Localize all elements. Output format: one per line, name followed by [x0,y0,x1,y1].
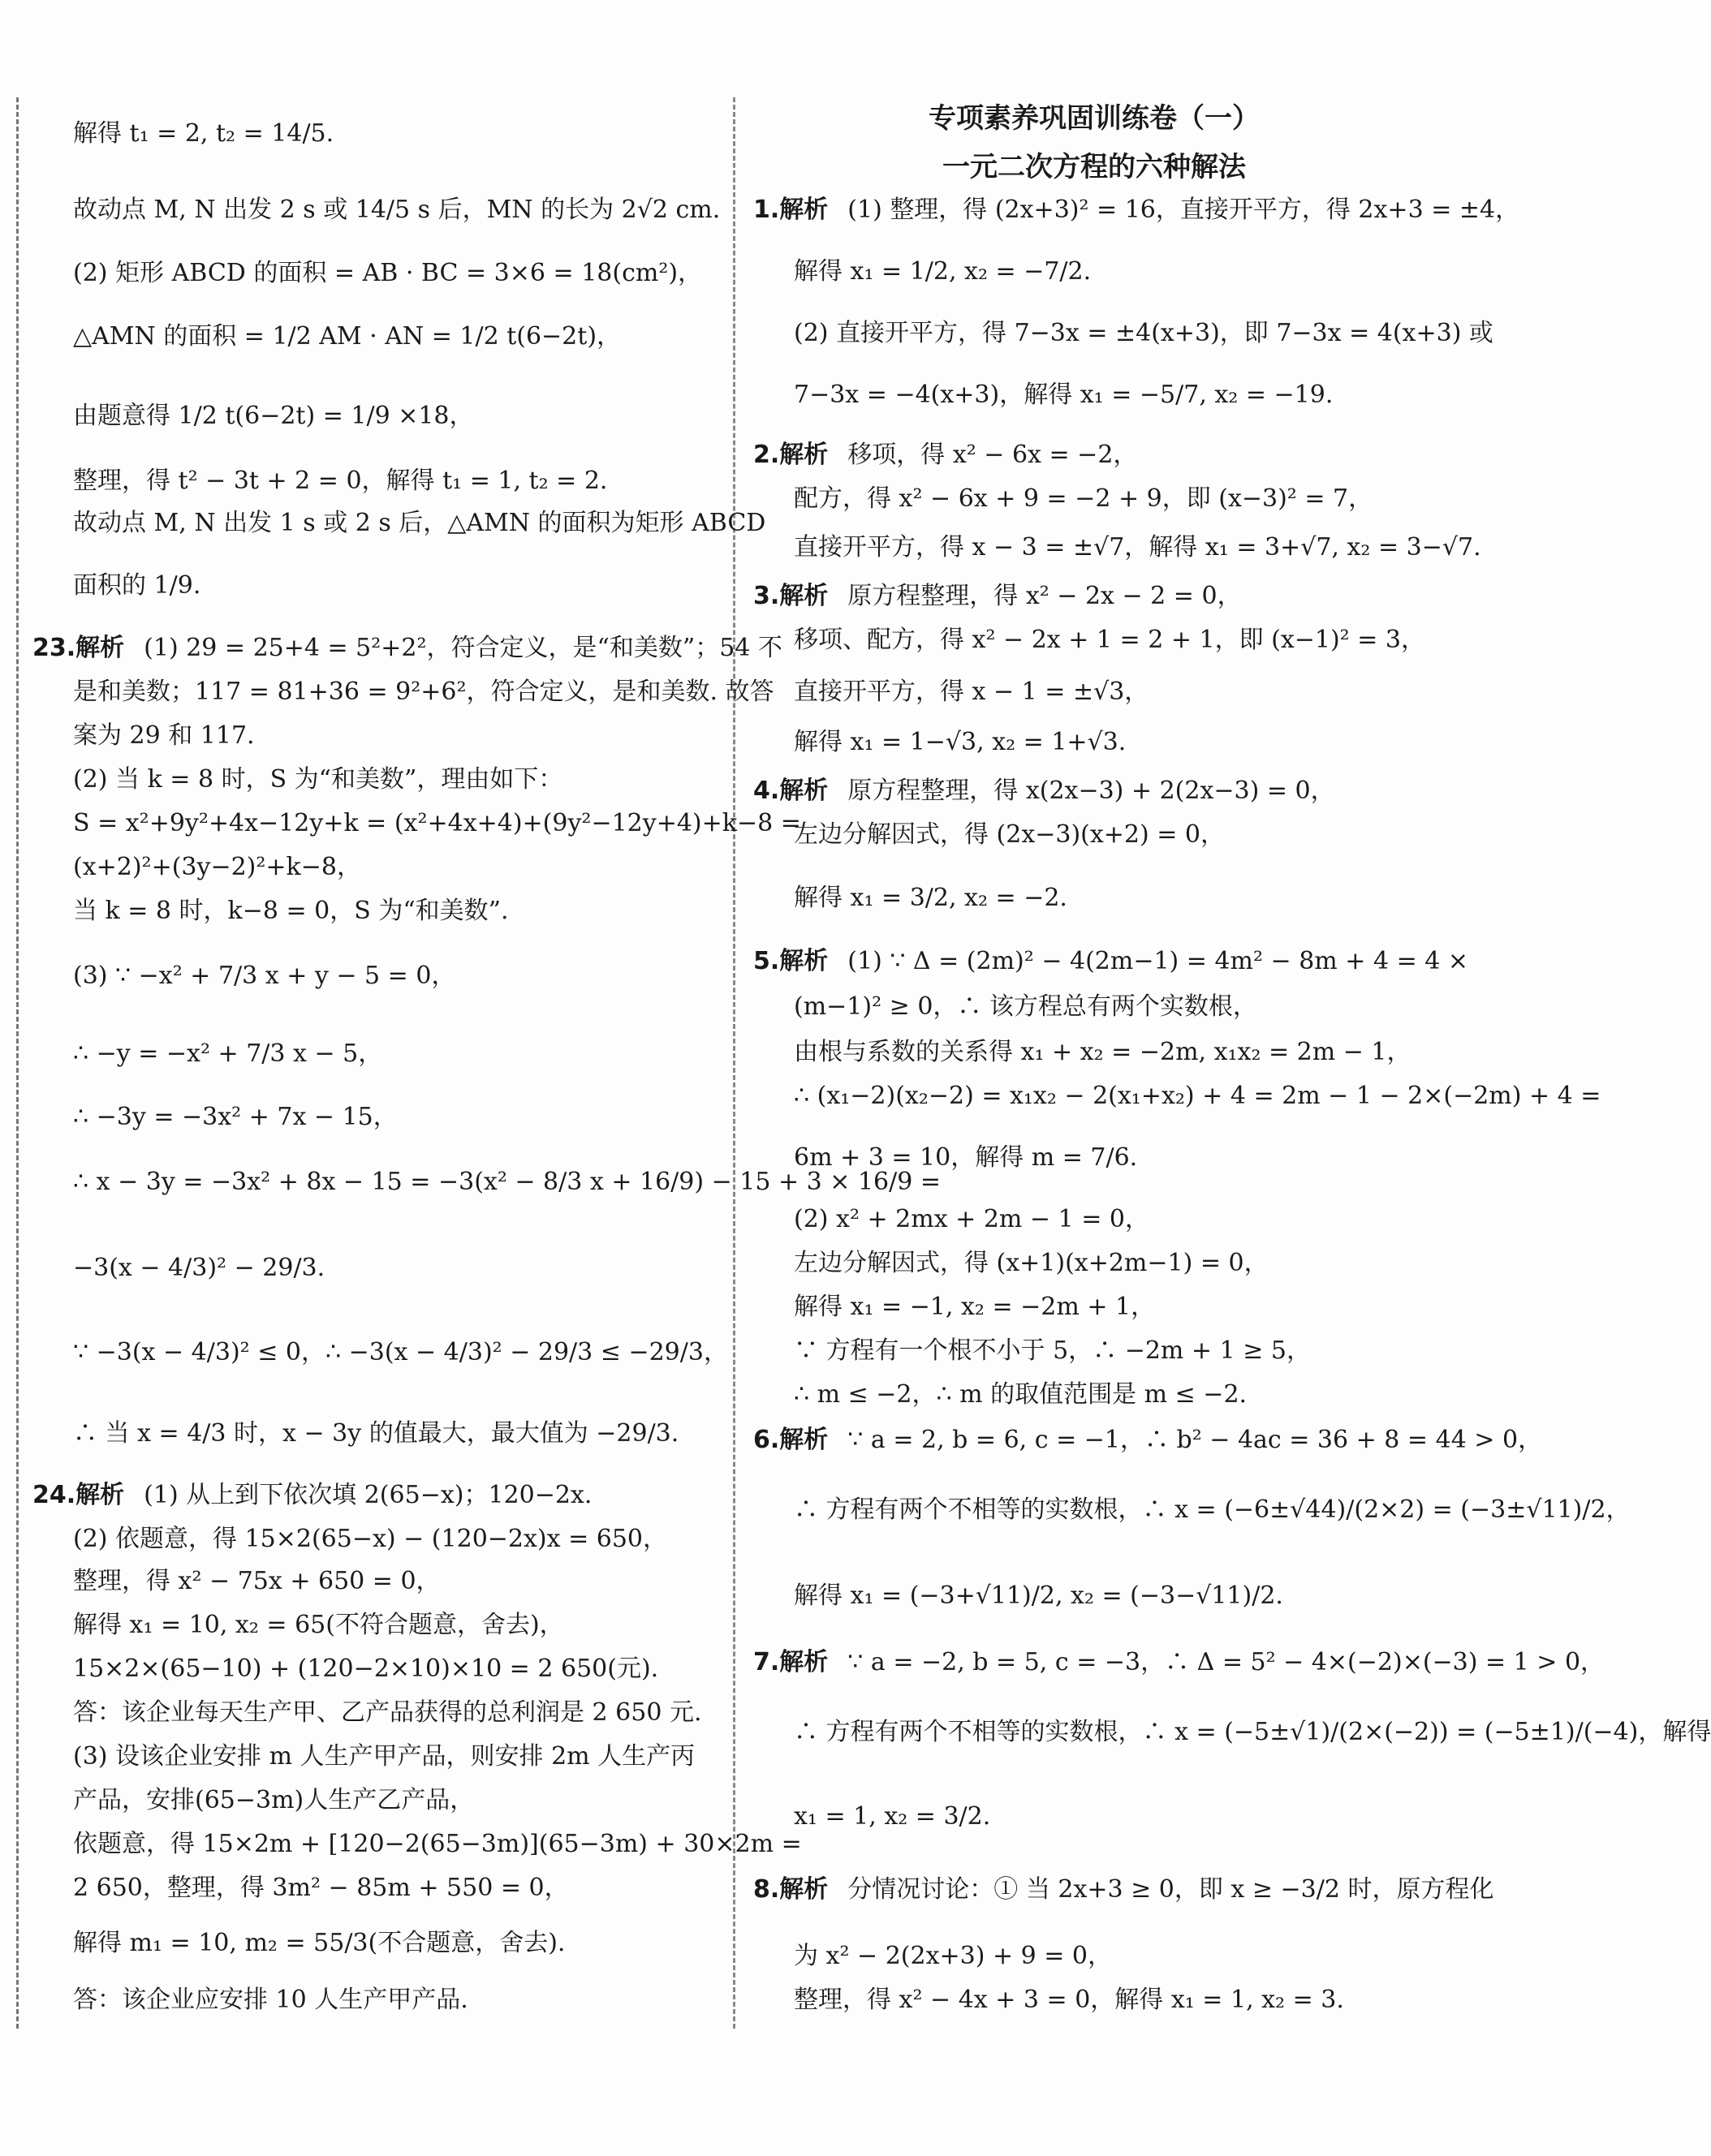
right-line: 左边分解因式，得 (x+1)(x+2m−1) = 0， [794,1249,1269,1277]
left-line: ∴ 当 x = 4/3 时，x − 3y 的值最大，最大值为 −29/3. [73,1419,679,1448]
left-line: △AMN 的面积 = 1/2 AM · AN = 1/2 t(6−2t)， [73,322,622,351]
section-subtitle: 一元二次方程的六种解法 [942,151,1246,183]
question-number: 8. [753,1875,780,1904]
analysis-tag: 解析 [779,1648,829,1676]
right-line: ∴ 方程有两个不相等的实数根，∴ x = (−5±√1)/(2×(−2)) = (−5±1)/(−4)，解得 [794,1718,1711,1746]
left-line: 案为 29 和 117. [73,721,255,750]
question-number: 5. [753,947,780,975]
left-line: (2) 矩形 ABCD 的面积 = AB · BC = 3×6 = 18(cm²)， [73,259,703,287]
left-line: (3) 设该企业安排 m 人生产甲产品，则安排 2m 人生产丙 [73,1742,696,1771]
question-8-line: 8.解析 分情况讨论：① 当 2x+3 ≥ 0，即 x ≥ −3/2 时，原方程化 [753,1875,1494,1904]
right-line: 为 x² − 2(2x+3) + 9 = 0， [794,1942,1113,1970]
analysis-tag: 解析 [779,777,829,805]
analysis-tag: 解析 [779,441,829,469]
right-line: 整理，得 x² − 4x + 3 = 0，解得 x₁ = 1, x₂ = 3. [794,1986,1344,2014]
right-line: 解得 x₁ = 1−√3, x₂ = 1+√3. [794,728,1127,756]
right-line: (m−1)² ≥ 0，∴ 该方程总有两个实数根， [794,992,1257,1021]
left-binding-line [16,97,19,2029]
left-line: ∵ −3(x − 4/3)² ≤ 0，∴ −3(x − 4/3)² − 29/3 ≤ −29/3， [73,1338,728,1366]
right-line: ∴ m ≤ −2，∴ m 的取值范围是 m ≤ −2. [794,1380,1248,1409]
question-7-line: 7.解析 ∵ a = −2, b = 5, c = −3，∴ Δ = 5² − 4×(−2)×(−3) = 1 > 0， [753,1648,1605,1676]
question-24-line: 24.解析 (1) 从上到下依次填 2(65−x)；120−2x. [32,1481,593,1509]
left-line: 故动点 M, N 出发 2 s 或 14/5 s 后，MN 的长为 2√2 cm. [73,196,721,224]
question-number: 24. [32,1481,76,1509]
left-line: 产品，安排(65−3m)人生产乙产品， [73,1786,475,1814]
right-line: 移项、配方，得 x² − 2x + 1 = 2 + 1，即 (x−1)² = 3， [794,626,1425,654]
analysis-tag: 解析 [779,582,829,610]
right-line: ∵ 方程有一个根不小于 5，∴ −2m + 1 ≥ 5， [794,1336,1311,1365]
left-line: ∴ x − 3y = −3x² + 8x − 15 = −3(x² − 8/3 x + 16/9) − 15 + 3 × 16/9 = [73,1168,941,1196]
left-line: 由题意得 1/2 t(6−2t) = 1/9 ×18， [73,402,474,430]
question-number: 2. [753,441,780,469]
left-line: ∴ −3y = −3x² + 7x − 15， [73,1103,398,1131]
question-6-line: 6.解析 ∵ a = 2, b = 6, c = −1，∴ b² − 4ac = 36 + 8 = 44 > 0， [753,1426,1543,1454]
right-line: x₁ = 1, x₂ = 3/2. [794,1802,991,1831]
question-number: 7. [753,1648,780,1676]
left-line: ∴ −y = −x² + 7/3 x − 5， [73,1039,383,1068]
left-line: 故动点 M, N 出发 1 s 或 2 s 后，△AMN 的面积为矩形 ABCD [73,509,766,537]
section-title: 专项素养巩固训练卷（一） [929,102,1260,135]
left-line: 答：该企业应安排 10 人生产甲产品. [73,1986,468,2014]
analysis-tag: 解析 [75,634,125,662]
right-line: 配方，得 x² − 6x + 9 = −2 + 9，即 (x−3)² = 7， [794,484,1373,513]
question-2-line: 2.解析 移项，得 x² − 6x = −2， [753,441,1138,469]
left-line: (x+2)²+(3y−2)²+k−8， [73,853,361,881]
analysis-tag: 解析 [779,196,829,224]
left-line: 2 650，整理，得 3m² − 85m + 550 = 0， [73,1874,569,1902]
question-4-line: 4.解析 原方程整理，得 x(2x−3) + 2(2x−3) = 0， [753,777,1335,805]
left-line: 面积的 1/9. [73,571,201,600]
analysis-tag: 解析 [779,1875,829,1904]
question-3-line: 3.解析 原方程整理，得 x² − 2x − 2 = 0， [753,582,1242,610]
analysis-tag: 解析 [75,1481,125,1509]
left-line: 解得 x₁ = 10, x₂ = 65(不符合题意，舍去)， [73,1611,564,1639]
left-line: 整理，得 x² − 75x + 650 = 0， [73,1567,441,1595]
right-line: 解得 x₁ = −1, x₂ = −2m + 1， [794,1293,1156,1321]
right-line: 6m + 3 = 10，解得 m = 7/6. [794,1143,1138,1172]
right-line: 解得 x₁ = 1/2, x₂ = −7/2. [794,257,1092,286]
right-line: 解得 x₁ = 3/2, x₂ = −2. [794,884,1067,912]
left-line: 是和美数；117 = 81+36 = 9²+6²，符合定义，是和美数. 故答 [73,678,774,706]
question-number: 4. [753,777,780,805]
left-line: 整理，得 t² − 3t + 2 = 0，解得 t₁ = 1, t₂ = 2. [73,467,608,495]
column-divider [733,97,735,2029]
left-line: 15×2×(65−10) + (120−2×10)×10 = 2 650(元). [73,1655,659,1683]
left-line: (2) 当 k = 8 时，S 为“和美数”，理由如下： [73,765,563,794]
right-line: (2) x² + 2mx + 2m − 1 = 0， [794,1205,1149,1233]
left-line: S = x²+9y²+4x−12y+k = (x²+4x+4)+(9y²−12y+4)+k−8 = [73,809,801,837]
question-1-line: 1.解析 (1) 整理，得 (2x+3)² = 16，直接开平方，得 2x+3 = ±4， [753,196,1520,224]
right-line: 直接开平方，得 x − 3 = ±√7，解得 x₁ = 3+√7, x₂ = 3−√7. [794,533,1481,562]
left-line: −3(x − 4/3)² − 29/3. [73,1254,325,1282]
left-line: (2) 依题意，得 15×2(65−x) − (120−2x)x = 650， [73,1525,668,1553]
question-5-line: 5.解析 (1) ∵ Δ = (2m)² − 4(2m−1) = 4m² − 8m + 4 = 4 × [753,947,1469,975]
right-line: 7−3x = −4(x+3)，解得 x₁ = −5/7, x₂ = −19. [794,381,1334,409]
left-line: 当 k = 8 时，k−8 = 0，S 为“和美数”. [73,897,509,925]
right-line: ∴ (x₁−2)(x₂−2) = x₁x₂ − 2(x₁+x₂) + 4 = 2m − 1 − 2×(−2m) + 4 = [794,1082,1601,1110]
question-number: 3. [753,582,780,610]
right-line: 解得 x₁ = (−3+√11)/2, x₂ = (−3−√11)/2. [794,1581,1283,1610]
left-line: 解得 m₁ = 10, m₂ = 55/3(不合题意，舍去). [73,1929,566,1957]
question-23-line: 23.解析 (1) 29 = 25+4 = 5²+2²，符合定义，是“和美数”；54 不 [32,634,782,662]
right-line: (2) 直接开平方，得 7−3x = ±4(x+3)，即 7−3x = 4(x+3) 或 [794,319,1493,347]
right-line: 直接开平方，得 x − 1 = ±√3， [794,678,1149,706]
analysis-tag: 解析 [779,1426,829,1454]
question-number: 23. [32,634,76,662]
right-line: 左边分解因式，得 (2x−3)(x+2) = 0， [794,820,1226,849]
left-line: 答：该企业每天生产甲、乙产品获得的总利润是 2 650 元. [73,1698,702,1727]
question-number: 1. [753,196,780,224]
left-line: 依题意，得 15×2m + [120−2(65−3m)](65−3m) + 30×2m = [73,1830,802,1858]
right-line: ∴ 方程有两个不相等的实数根，∴ x = (−6±√44)/(2×2) = (−3±√11)/2， [794,1495,1631,1524]
left-line: (3) ∵ −x² + 7/3 x + y − 5 = 0， [73,962,456,990]
right-line: 由根与系数的关系得 x₁ + x₂ = −2m, x₁x₂ = 2m − 1， [794,1038,1411,1066]
question-number: 6. [753,1426,780,1454]
left-line: 解得 t₁ = 2, t₂ = 14/5. [73,119,334,148]
analysis-tag: 解析 [779,947,829,975]
